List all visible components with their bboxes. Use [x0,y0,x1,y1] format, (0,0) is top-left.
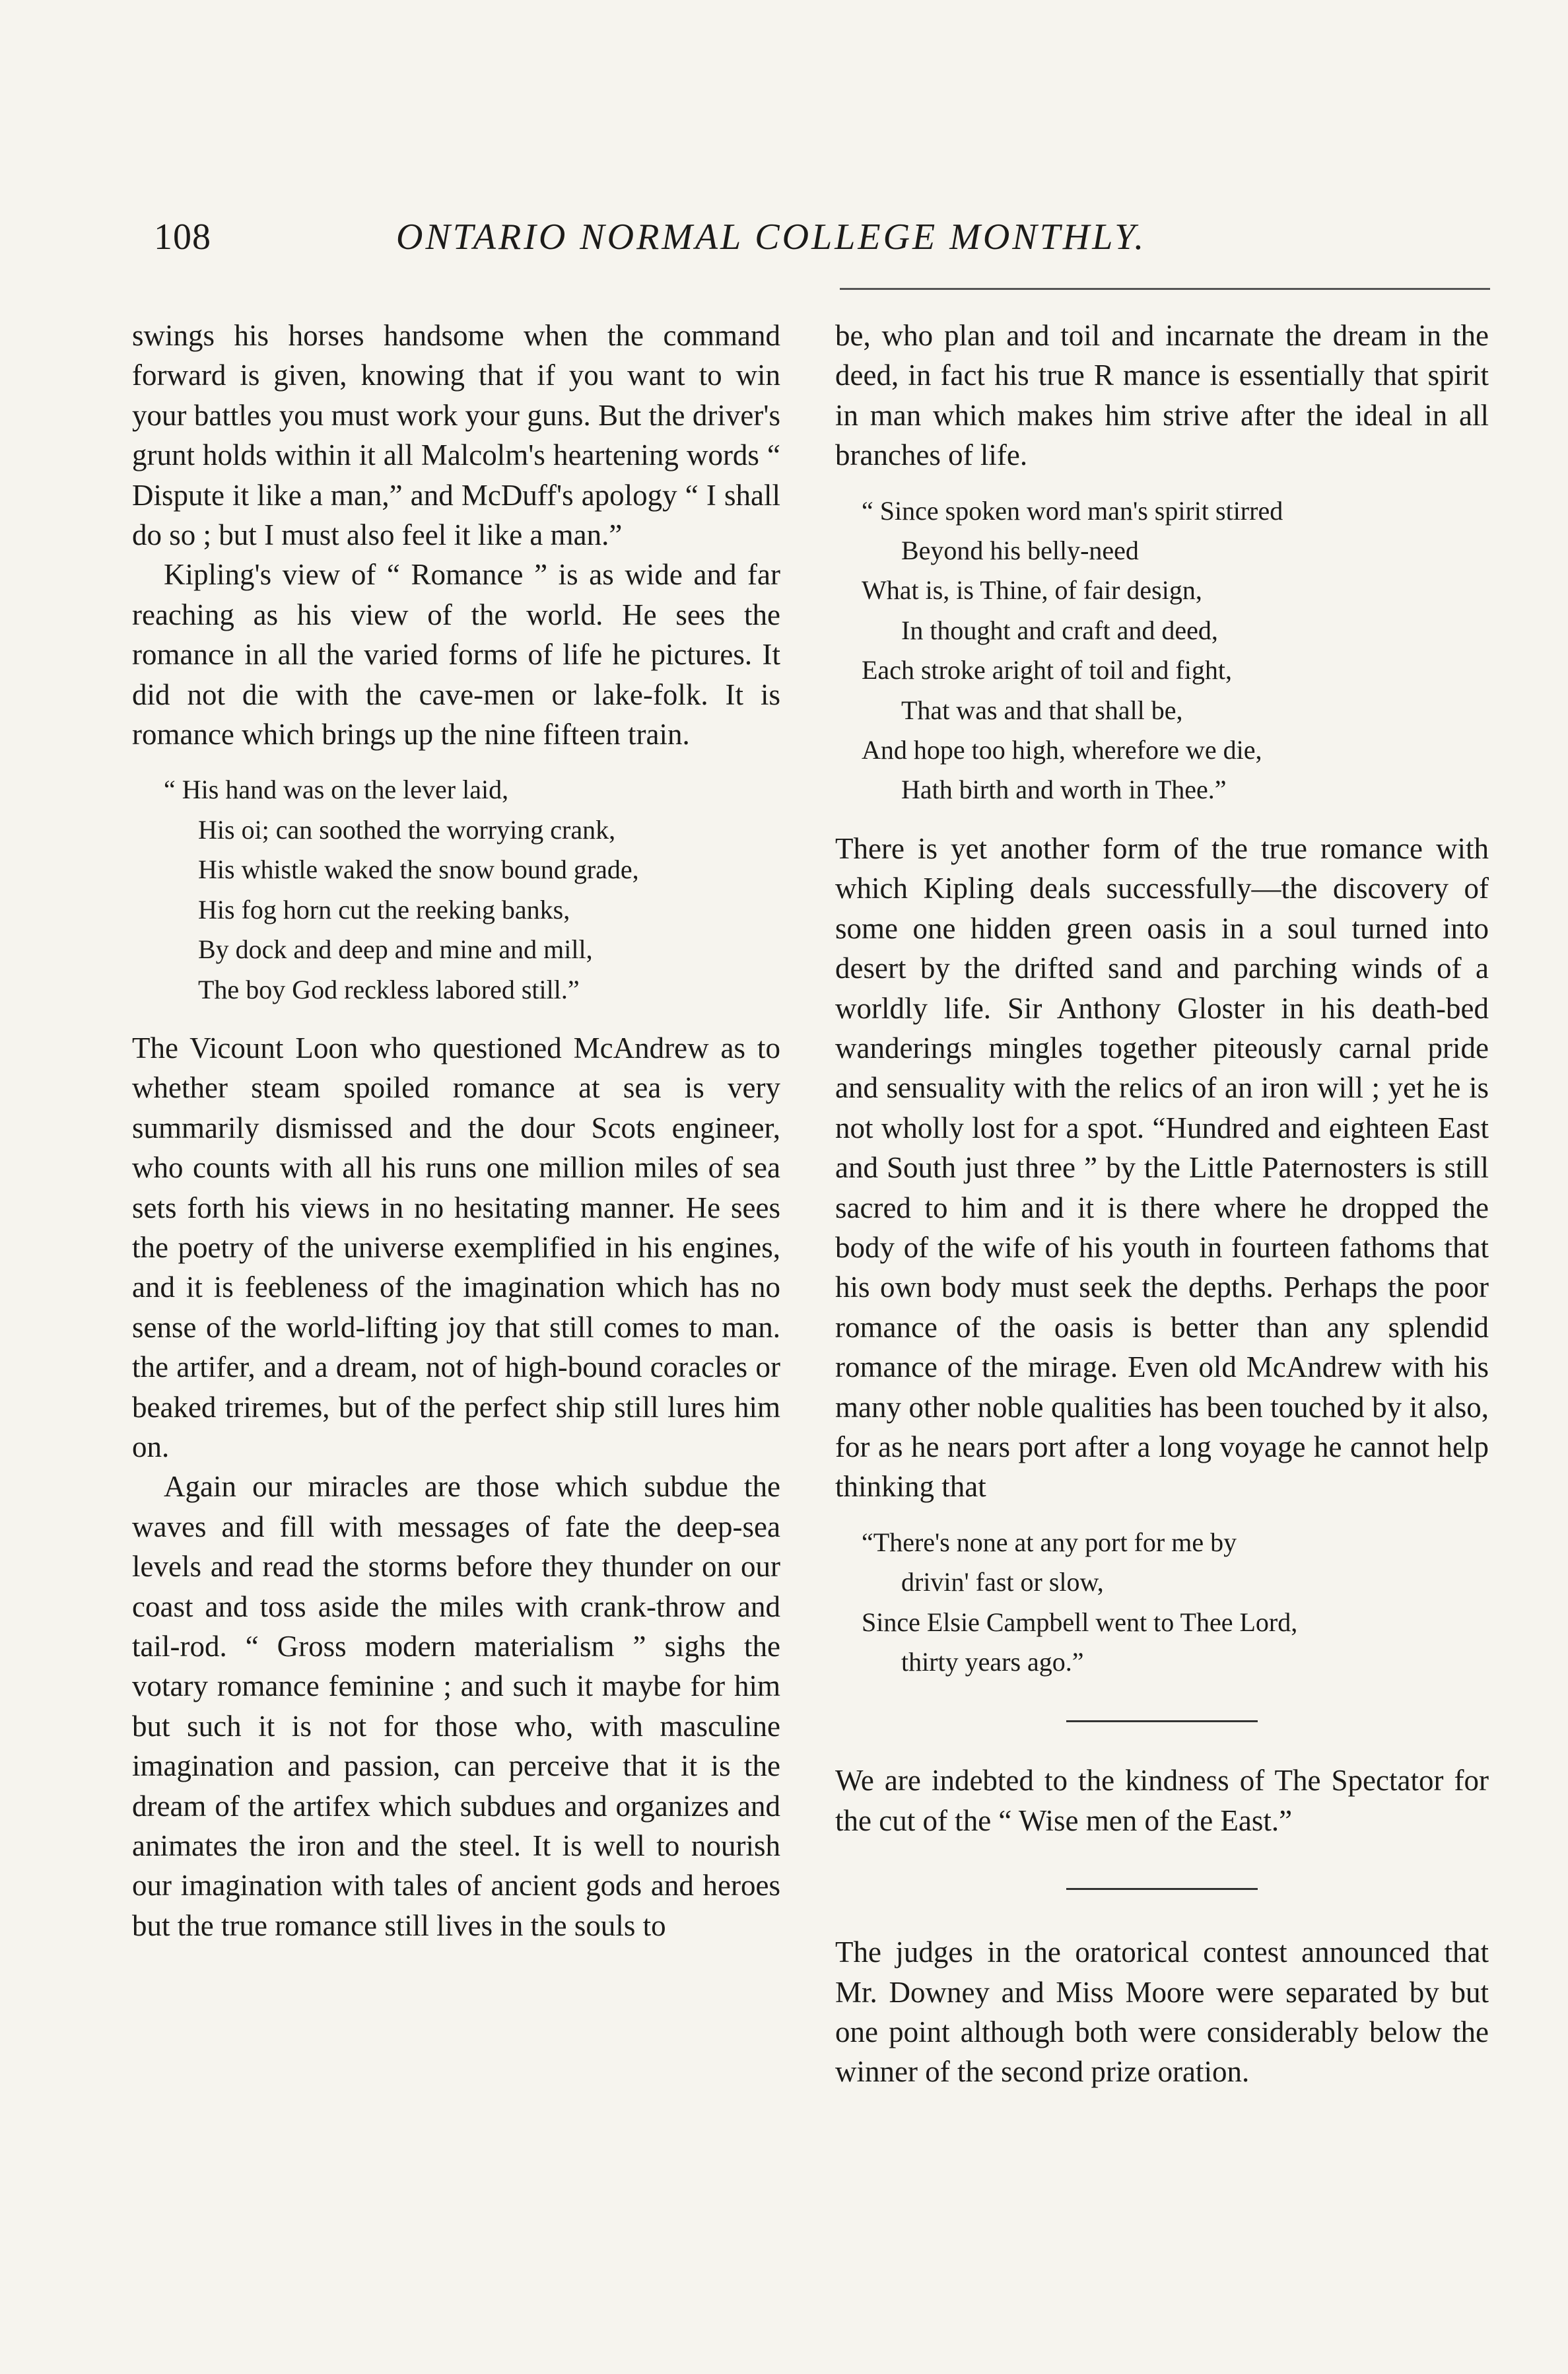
verse-line: What is, is Thine, of fair design, [862,575,1202,606]
verse-line: thirty years ago.” [901,1647,1084,1677]
right-paragraph-1: be, who plan and toil and incarnate the dream in the deed, in fact his true R mance is essentially that spirit in man which makes him strive after the ideal in all branches of life. [835,319,1489,472]
header-rule [840,288,1490,290]
verse-line: His oi; can soothed the worrying crank, [198,814,616,845]
left-paragraph-4: Again our miracles are those which subdue the waves and fill with messages of fate the deep-sea levels and read the storms before they thunder on our coast and toss aside the miles with crank-throw and tail-rod. “ Gross modern materialism ” sighs the votary romance feminine ; and such it maybe for him but such it is not for those who, with masculine imagination and passion, can perceive that it is the dream of the artifex which subdues and organizes and animates the iron and the steel. It is well to nourish our imagination with tales of ancient gods and heroes but the true romance still lives in the souls to [132,1470,780,1942]
section-divider [1066,1720,1258,1722]
verse-line: His whistle waked the snow bound grade, [198,855,639,885]
spirit-verse [835,491,1489,810]
verse-line: Beyond his belly-need [901,536,1139,566]
right-paragraph-3: We are indebted to the kindness of The Spectator for the cut of the “ Wise men of the East.” [835,1764,1489,1837]
running-title: ONTARIO NORMAL COLLEGE MONTHLY. [396,217,1147,258]
left-column [132,316,780,1945]
right-column [835,316,1489,2092]
verse-line: His fog horn cut the reeking banks, [198,894,570,925]
verse-line: That was and that shall be, [901,695,1183,725]
left-paragraph-1: swings his horses handsome when the command forward is given, knowing that if you want to win your battles you must work your guns. But the driver's grunt holds within it all Malcolm's heartening words “ Dispute it like a man,” and McDuff's apology “ I shall do so ; but I must also feel it like a man.” [132,319,780,552]
verse-line: And hope too high, wherefore we die, [862,735,1262,765]
verse-line: Each stroke aright of toil and fight, [862,655,1232,685]
verse-line: The boy God reckless labored still.” [198,974,580,1004]
section-divider [1066,1888,1258,1890]
verse-line: Hath birth and worth in Thee.” [901,775,1227,805]
right-paragraph-4: The judges in the oratorical contest announced that Mr. Downey and Miss Moore were separated by but one point although both were considerably below the winner of the second prize oration. [835,1936,1489,2089]
verse-line: Since Elsie Campbell went to Thee Lord, [862,1607,1298,1637]
left-paragraph-3: The Vicount Loon who questioned McAndrew as to whether steam spoiled romance at sea is very summarily dismissed and the dour Scots engineer, who counts with all his runs one million miles of sea sets forth his views in no hesitating manner. He sees the poetry of the universe exemplified in his engines, and it is feebleness of the imagination which has no sense of the world-lifting joy that still comes to man. the artifer, and a dream, not of high-bound coracles or beaked triremes, but of the perfect ship still lures him on. [132,1031,780,1463]
verse-line: “ His hand was on the lever laid, [164,775,509,805]
verse-line: drivin' fast or slow, [901,1567,1104,1597]
verse-line: In thought and craft and deed, [901,615,1218,645]
verse-line: “There's none at any port for me by [862,1527,1237,1557]
verse-line: “ Since spoken word man's spirit stirred [862,495,1283,526]
verse-line: By dock and deep and mine and mill, [198,934,593,965]
left-paragraph-2: Kipling's view of “ Romance ” is as wide and far reaching as his view of the world. He sees the romance in all the varied forms of life he pictures. It did not die with the cave-men or lake-folk. It is romance which brings up the nine fifteen train. [132,558,780,751]
right-paragraph-2: There is yet another form of the true romance with which Kipling deals successfully—the discovery of some one hidden green oasis in a soul turned into desert by the drifted sand and parching winds of a worldly life. Sir Anthony Gloster in his death-bed wanderings mingles together piteously carnal pride and sensuality with the relics of an iron will ; yet he is not wholly lost for a spot. “Hundred and eighteen East and South just three ” by the Little Paternosters is still sacred to him and it is there where he dropped the body of the wife of his youth in fourteen fathoms that his own body must seek the depths. Perhaps the poor romance of the oasis is better than any splendid romance of the mirage. Even old McAndrew with his many other noble qualities has been touched by it also, for as he nears port after a long voyage he cannot help thinking that [835,831,1489,1504]
mcandrew-verse [835,1523,1489,1683]
train-verse [132,770,780,1009]
page-number: 108 [154,217,211,258]
